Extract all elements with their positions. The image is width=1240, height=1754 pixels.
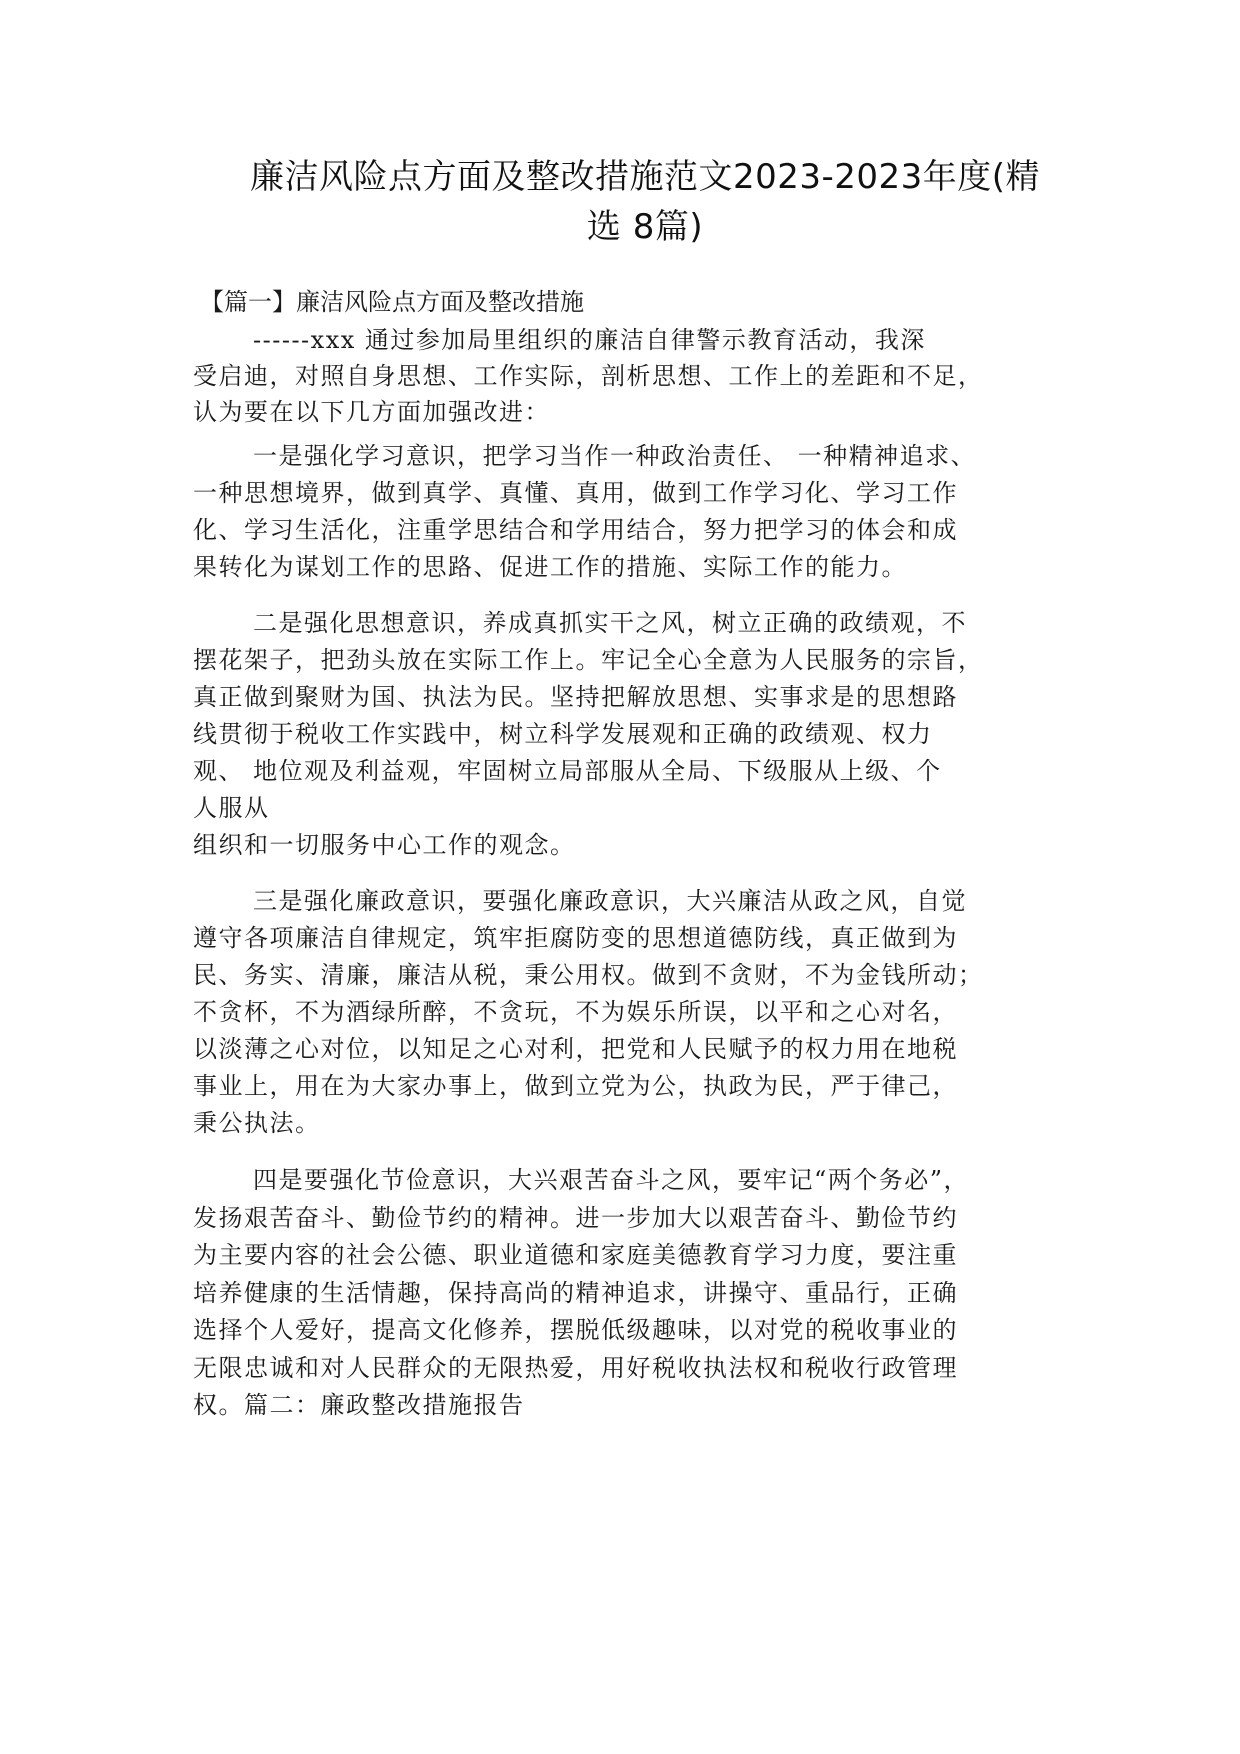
text-line: 认为要在以下几方面加强改进： [193,398,550,426]
text-line: 以淡薄之心对位，以知足之心对利，把党和人民赋予的权力用在地税 [193,1035,958,1063]
text-line: 受启迪，对照自身思想、工作实际，剖析思想、工作上的差距和不足， [193,362,984,390]
text-line: ------xxx 通过参加局里组织的廉洁自律警示教育活动，我深 [253,326,926,354]
text-line: 一是强化学习意识，把学习当作一种政治责任、 一种精神追求、 [253,442,977,470]
text-line: 发扬艰苦奋斗、勤俭节约的精神。进一步加大以艰苦奋斗、勤俭节约 [193,1203,958,1232]
paragraph-point-2 [193,605,1053,864]
text-line: 无限忠诚和对人民群众的无限热爱，用好税收执法权和税收行政管理 [193,1353,958,1382]
text-line: 遵守各项廉洁自律规定，筑牢拒腐防变的思想道德防线，真正做到为 [193,924,958,952]
title-line-1: 廉洁风险点方面及整改措施范文2023-2023年度(精 [249,157,1041,197]
text-line: 观、 地位观及利益观，牢固树立局部服从全局、下级服从上级、个 [193,757,942,785]
paragraph-point-3 [193,883,1053,1142]
text-line: 摆花架子，把劲头放在实际工作上。牢记全心全意为人民服务的宗旨， [193,646,984,674]
text-line: 化、学习生活化，注重学思结合和学用结合，努力把学习的体会和成 [193,516,958,544]
title-line-2: 选 8篇) [586,207,704,247]
intro-paragraph [193,322,1053,430]
section-heading: 【篇一】廉洁风险点方面及整改措施 [200,288,584,316]
paragraph-point-4 [193,1162,1053,1425]
text-line: 四是要强化节俭意识，大兴艰苦奋斗之风，要牢记“两个务必”， [253,1166,970,1194]
text-line: 为主要内容的社会公德、职业道德和家庭美德教育学习力度，要注重 [193,1241,958,1269]
text-line: 权。篇二：廉政整改措施报告 [193,1391,525,1419]
text-line: 不贪杯，不为酒绿所醉，不贪玩，不为娱乐所误，以平和之心对名， [193,998,958,1026]
text-line: 线贯彻于税收工作实践中，树立科学发展观和正确的政绩观、权力 [193,720,933,748]
text-line: 培养健康的生活情趣，保持高尚的精神追求，讲操守、重品行，正确 [193,1278,958,1307]
text-line: 民、务实、清廉，廉洁从税，秉公用权。做到不贪财，不为金钱所动； [193,961,984,989]
text-line: 选择个人爱好，提高文化修养，摆脱低级趣味，以对党的税收事业的 [193,1316,958,1344]
text-line: 三是强化廉政意识，要强化廉政意识，大兴廉洁从政之风，自觉 [253,887,967,915]
text-line: 果转化为谋划工作的思路、促进工作的措施、实际工作的能力。 [193,553,907,581]
text-line: 真正做到聚财为国、执法为民。坚持把解放思想、实事求是的思想路 [193,683,958,711]
text-line: 秉公执法。 [193,1109,321,1137]
document-title [245,152,1045,252]
text-line: 一种思想境界，做到真学、真懂、真用，做到工作学习化、学习工作 [193,479,958,507]
text-line: 人服从 [193,794,270,822]
text-line: 二是强化思想意识，养成真抓实干之风，树立正确的政绩观，不 [253,609,967,637]
paragraph-point-1 [193,438,1053,586]
text-line: 组织和一切服务中心工作的观念。 [193,831,576,859]
text-line: 事业上，用在为大家办事上，做到立党为公，执政为民，严于律己， [193,1072,958,1100]
